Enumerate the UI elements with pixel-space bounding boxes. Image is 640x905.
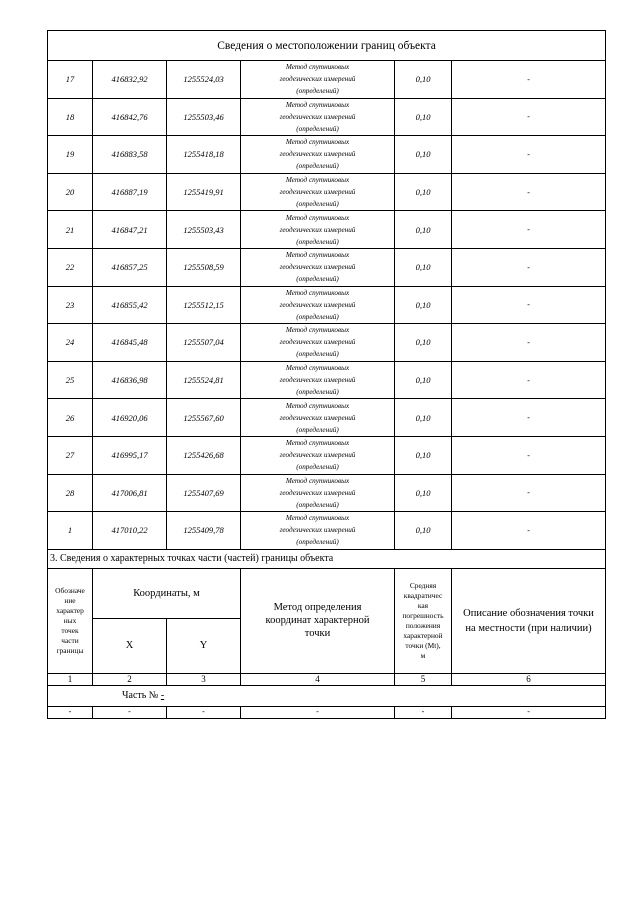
- method: [241, 248, 395, 286]
- coord-y: 1255407,69: [167, 474, 241, 512]
- text-line: ных: [63, 615, 77, 625]
- column-number: 2: [93, 673, 167, 685]
- empty-cell: -: [452, 706, 606, 718]
- part-number: [48, 685, 606, 706]
- point-number: 1: [48, 512, 93, 550]
- table-row: [48, 361, 606, 399]
- empty-cell: -: [241, 706, 395, 718]
- accuracy: 0,10: [395, 324, 452, 362]
- text-line: геодезических измерений: [279, 451, 356, 460]
- text-line: (определений): [296, 124, 339, 133]
- method: [241, 324, 395, 362]
- coord-x: 417006,81: [93, 474, 167, 512]
- text-line: Метод спутниковых: [285, 63, 350, 72]
- column-number: 1: [48, 673, 93, 685]
- accuracy: 0,10: [395, 98, 452, 136]
- text-line: геодезических измерений: [279, 75, 356, 84]
- section-title: Сведения о местоположении границ объекта: [48, 31, 606, 61]
- text-line: геодезических измерений: [279, 150, 356, 159]
- header-description: [452, 568, 606, 673]
- method: [241, 399, 395, 437]
- coord-y: 1255507,04: [167, 324, 241, 362]
- text-line: Метод спутниковых: [285, 100, 350, 109]
- coord-x: 416842,76: [93, 98, 167, 136]
- coord-x: 416847,21: [93, 211, 167, 249]
- coord-x: 416995,17: [93, 436, 167, 474]
- text-line: (определений): [296, 350, 339, 359]
- description: -: [452, 173, 606, 211]
- text-line: Метод спутниковых: [285, 288, 350, 297]
- text-line: геодезических измерений: [279, 263, 356, 272]
- description: -: [452, 399, 606, 437]
- accuracy: 0,10: [395, 211, 452, 249]
- text-line: Метод спутниковых: [285, 326, 350, 335]
- part-value: -: [160, 690, 165, 702]
- text-line: характер: [56, 605, 84, 615]
- description: -: [452, 61, 606, 99]
- text-line: (определений): [296, 237, 339, 246]
- coord-x: 416857,25: [93, 248, 167, 286]
- text-line: Описание обозначения точки: [463, 607, 594, 619]
- method: [241, 286, 395, 324]
- description: -: [452, 474, 606, 512]
- coord-y: 1255419,91: [167, 173, 241, 211]
- method: [241, 512, 395, 550]
- text-line: Метод спутниковых: [285, 213, 350, 222]
- column-number: 6: [452, 673, 606, 685]
- coord-y: 1255409,78: [167, 512, 241, 550]
- empty-cell: -: [395, 706, 452, 718]
- point-number: 23: [48, 286, 93, 324]
- coord-y: 1255503,46: [167, 98, 241, 136]
- point-number: 19: [48, 136, 93, 174]
- column-number: 5: [395, 673, 452, 685]
- empty-cell: -: [48, 706, 93, 718]
- text-line: (определений): [296, 200, 339, 209]
- text-line: Метод спутниковых: [285, 439, 350, 448]
- text-line: (определений): [296, 275, 339, 284]
- text-line: Обозначе: [55, 585, 85, 595]
- method: [241, 136, 395, 174]
- document-page: [47, 30, 605, 719]
- text-line: квадратичес: [403, 590, 443, 600]
- accuracy: 0,10: [395, 286, 452, 324]
- coord-x: 416832,92: [93, 61, 167, 99]
- text-line: Метод спутниковых: [285, 364, 350, 373]
- text-line: характерной: [403, 630, 443, 640]
- point-number: 24: [48, 324, 93, 362]
- coord-x: 416845,48: [93, 324, 167, 362]
- method: [241, 474, 395, 512]
- coord-y: 1255512,15: [167, 286, 241, 324]
- description: -: [452, 286, 606, 324]
- table-row: [48, 248, 606, 286]
- point-number: 21: [48, 211, 93, 249]
- table-row: [48, 173, 606, 211]
- text-line: геодезических измерений: [279, 112, 356, 121]
- table-row: [48, 98, 606, 136]
- point-number: 20: [48, 173, 93, 211]
- text-line: Метод спутниковых: [285, 476, 350, 485]
- text-line: (определений): [296, 538, 339, 547]
- table-row: [48, 61, 606, 99]
- description: -: [452, 136, 606, 174]
- text-line: (определений): [296, 388, 339, 397]
- text-line: ние: [64, 595, 76, 605]
- table-row: [48, 399, 606, 437]
- text-line: точки (Mt),: [405, 640, 441, 650]
- table-row: [48, 211, 606, 249]
- text-line: (определений): [296, 312, 339, 321]
- accuracy: 0,10: [395, 248, 452, 286]
- coord-x: 416855,42: [93, 286, 167, 324]
- accuracy: 0,10: [395, 512, 452, 550]
- accuracy: 0,10: [395, 61, 452, 99]
- text-line: Метод спутниковых: [285, 514, 350, 523]
- method: [241, 436, 395, 474]
- text-line: границы: [56, 645, 84, 655]
- text-line: координат характерной: [265, 615, 370, 627]
- empty-cell: -: [167, 706, 241, 718]
- accuracy: 0,10: [395, 399, 452, 437]
- header-method: [241, 568, 395, 673]
- text-line: геодезических измерений: [279, 376, 356, 385]
- text-line: части: [61, 635, 79, 645]
- description: -: [452, 98, 606, 136]
- coord-y: 1255503,43: [167, 211, 241, 249]
- text-line: геодезических измерений: [279, 526, 356, 535]
- accuracy: 0,10: [395, 474, 452, 512]
- text-line: на местности (при наличии): [465, 622, 592, 634]
- accuracy: 0,10: [395, 361, 452, 399]
- point-number: 28: [48, 474, 93, 512]
- accuracy: 0,10: [395, 173, 452, 211]
- column-number: 3: [167, 673, 241, 685]
- text-line: Метод спутниковых: [285, 401, 350, 410]
- coord-y: 1255508,59: [167, 248, 241, 286]
- header-coordinates: Координаты, м: [93, 568, 241, 618]
- text-line: м: [420, 650, 426, 660]
- coord-x: 416920,06: [93, 399, 167, 437]
- column-number: 4: [241, 673, 395, 685]
- coord-y: 1255524,81: [167, 361, 241, 399]
- header-point-label: [48, 568, 93, 673]
- table-row: [48, 324, 606, 362]
- description: -: [452, 361, 606, 399]
- point-number: 27: [48, 436, 93, 474]
- text-line: (определений): [296, 463, 339, 472]
- text-line: Средняя: [409, 580, 437, 590]
- method: [241, 211, 395, 249]
- text-line: Метод определения: [273, 602, 362, 614]
- coord-x: 416883,58: [93, 136, 167, 174]
- method: [241, 173, 395, 211]
- text-line: погрешность: [402, 610, 444, 620]
- method: [241, 361, 395, 399]
- point-number: 17: [48, 61, 93, 99]
- text-line: геодезических измерений: [279, 188, 356, 197]
- text-line: (определений): [296, 87, 339, 96]
- table-row: [48, 474, 606, 512]
- text-line: геодезических измерений: [279, 413, 356, 422]
- description: -: [452, 248, 606, 286]
- description: -: [452, 211, 606, 249]
- coord-y: 1255524,03: [167, 61, 241, 99]
- table-row: [48, 512, 606, 550]
- text-line: Метод спутниковых: [285, 251, 350, 260]
- text-line: кая: [417, 600, 429, 610]
- description: -: [452, 512, 606, 550]
- point-number: 25: [48, 361, 93, 399]
- point-number: 18: [48, 98, 93, 136]
- table-row: [48, 436, 606, 474]
- coord-x: 416887,19: [93, 173, 167, 211]
- text-line: точек: [61, 625, 79, 635]
- coord-x: 417010,22: [93, 512, 167, 550]
- text-line: Метод спутниковых: [285, 138, 350, 147]
- header-x: X: [93, 618, 167, 673]
- boundary-table: [47, 30, 606, 719]
- point-number: 22: [48, 248, 93, 286]
- method: [241, 61, 395, 99]
- text-line: (определений): [296, 425, 339, 434]
- coord-y: 1255418,18: [167, 136, 241, 174]
- accuracy: 0,10: [395, 136, 452, 174]
- coord-y: 1255426,68: [167, 436, 241, 474]
- text-line: Метод спутниковых: [285, 176, 350, 185]
- section3-title: 3. Сведения о характерных точках части (частей) границы объекта: [48, 549, 606, 568]
- text-line: (определений): [296, 500, 339, 509]
- header-accuracy: [395, 568, 452, 673]
- table-row: [48, 286, 606, 324]
- text-line: геодезических измерений: [279, 488, 356, 497]
- text-line: положения: [405, 620, 441, 630]
- text-line: (определений): [296, 162, 339, 171]
- method: [241, 98, 395, 136]
- coord-x: 416836,98: [93, 361, 167, 399]
- part-label: Часть №: [122, 690, 159, 702]
- description: -: [452, 436, 606, 474]
- text-line: геодезических измерений: [279, 300, 356, 309]
- text-line: геодезических измерений: [279, 225, 356, 234]
- text-line: точки: [304, 628, 331, 640]
- accuracy: 0,10: [395, 436, 452, 474]
- empty-cell: -: [93, 706, 167, 718]
- header-y: Y: [167, 618, 241, 673]
- point-number: 26: [48, 399, 93, 437]
- coord-y: 1255567,60: [167, 399, 241, 437]
- table-row: [48, 136, 606, 174]
- text-line: геодезических измерений: [279, 338, 356, 347]
- description: -: [452, 324, 606, 362]
